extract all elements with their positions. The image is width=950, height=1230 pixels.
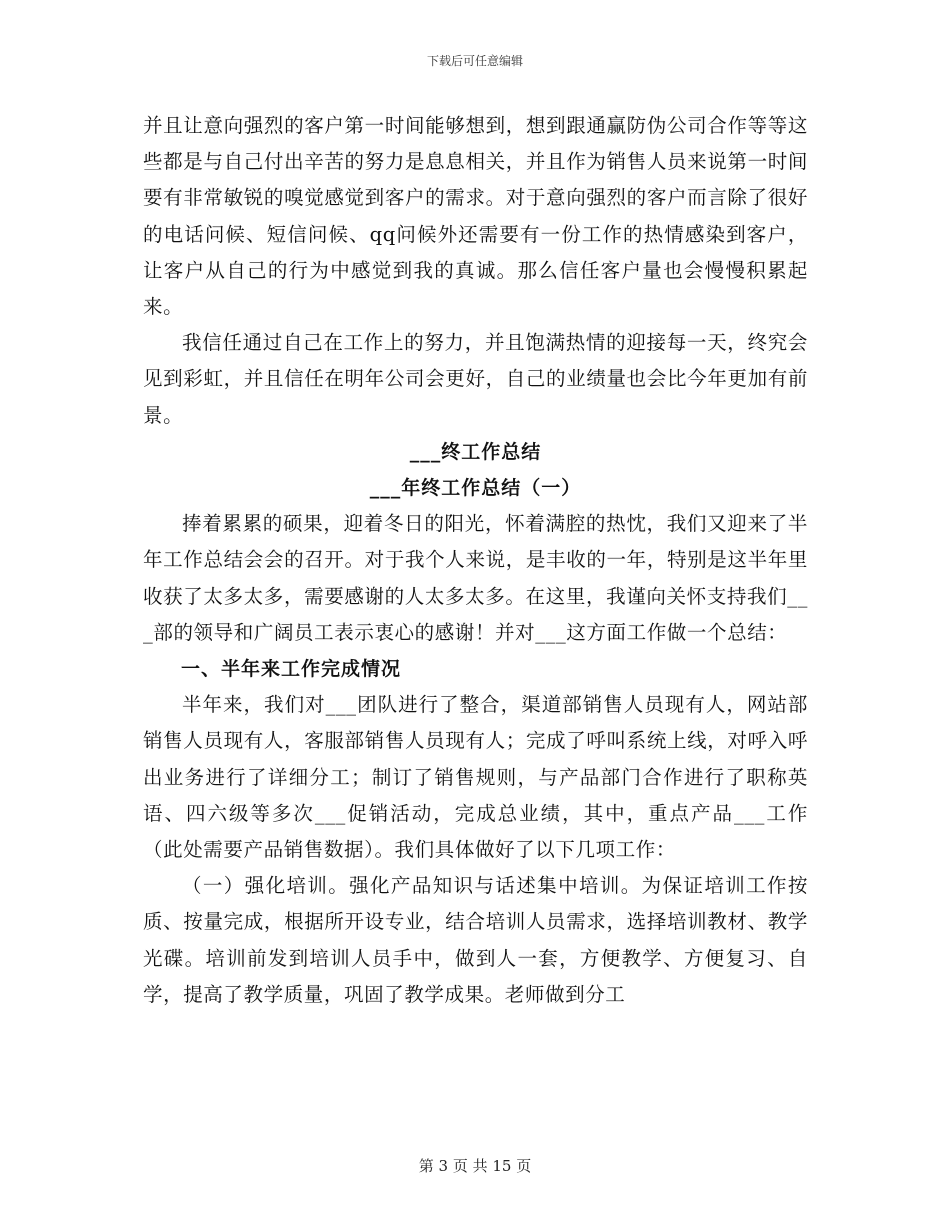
paragraph-1: 并且让意向强烈的客户第一时间能够想到，想到跟通赢防伪公司合作等等这些都是与自己付出辛苦的努力是息息相关，并且作为销售人员来说第一时间要有非常敏锐的嗅觉感觉到客户的需求。对于意向强烈的客户而言除了很好的电话问候、短信问候、qq问候外还需要有一份工作的热情感染到客户，让客户从自己的行为中感觉到我的真诚。那么信任客户量也会慢慢积累起来。	[143, 114, 808, 319]
paragraph-3: 捧着累累的硕果，迎着冬日的阳光，怀着满腔的热忱，我们又迎来了半年工作总结会会的召开。对于我个人来说，是丰收的一年，特别是这半年里收获了太多太多，需要感谢的人太多太多。在这里，我谨向关怀支持我们___部的领导和广阔员工表示衷心的感谢！并对___这方面工作做一个总结：	[143, 512, 808, 644]
section-heading-1: 一、半年来工作完成情况	[181, 658, 402, 681]
page-header: 下载后可任意编辑	[426, 54, 523, 68]
document-body	[143, 108, 808, 1013]
paragraph-5: （一）强化培训。强化产品知识与话述集中培训。为保证培训工作按质、按量完成，根据所开设专业，结合培训人员需求，选择培训教材、教学光碟。培训前发到培训人员手中，做到人一套，方便教学、方便复习、自学，提高了教学质量，巩固了教学成果。老师做到分工	[143, 874, 808, 1006]
paragraph-2: 我信任通过自己在工作上的努力，并且饱满热情的迎接每一天，终究会见到彩虹，并且信任在明年公司会更好，自己的业绩量也会比今年更加有前景。	[143, 331, 808, 427]
page-number: 第 3 页 共 15 页	[418, 1157, 532, 1175]
main-title: ___终工作总结	[409, 440, 542, 463]
paragraph-4: 半年来，我们对___团队进行了整合，渠道部销售人员现有人，网站部销售人员现有人，客服部销售人员现有人；完成了呼叫系统上线，对呼入呼出业务进行了详细分工；制订了销售规则，与产品部门合作进行了职称英语、四六级等多次___促销活动，完成总业绩，其中，重点产品___工作（此处需要产品销售数据）。我们具体做好了以下几项工作：	[143, 693, 808, 862]
sub-title: ___年终工作总结（一）	[369, 477, 582, 500]
